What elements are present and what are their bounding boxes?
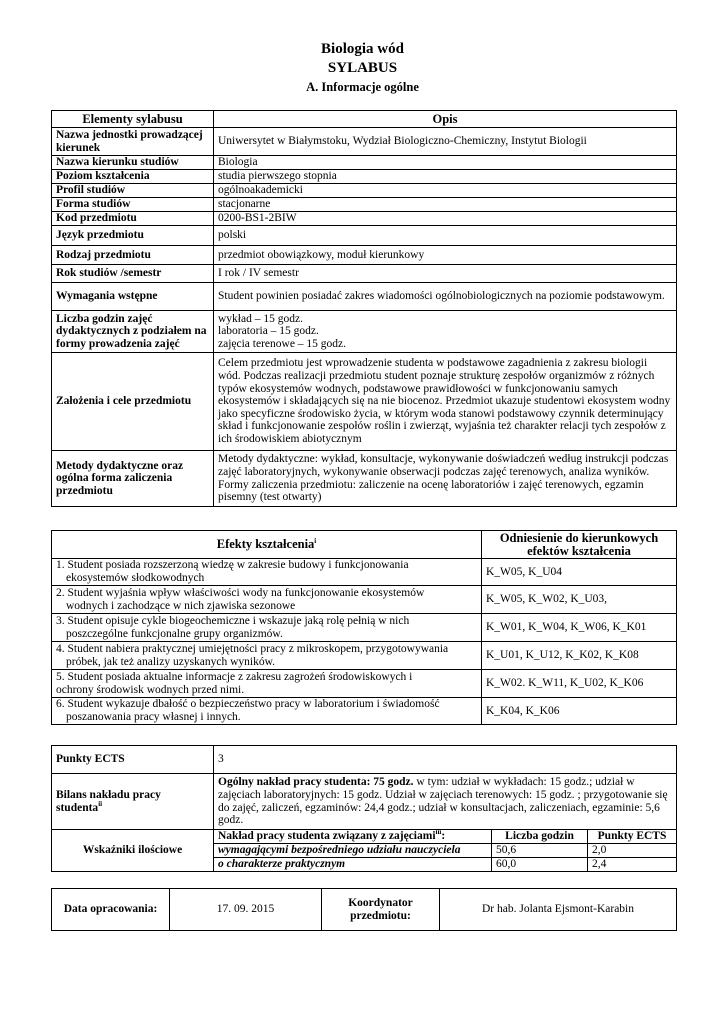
effects-table [51,530,677,725]
indicator-ects: 2,0 [588,844,677,858]
row-label: Nazwa jednostki prowadzącej kierunek [52,128,214,156]
effects-col-reference: Odniesienie do kierunkowych efektów kształcenia [482,531,677,559]
row-value: 0200-BS1-2BIW [214,212,677,226]
effects-col-label: Efekty kształcenia [216,537,315,552]
indicator-hours: 60,0 [492,858,588,872]
effect-line: 5. Student posiada aktualne informacje z zakresu zagrożeń środowiskowych i [56,670,413,683]
syllabus-row [52,353,677,451]
syllabus-row [52,246,677,265]
row-label: Poziom kształcenia [52,170,214,184]
effect-row [52,614,677,642]
effect-text [52,698,482,725]
effect-reference: K_W05, K_W02, K_U03, [482,586,677,614]
syllabus-row [52,451,677,507]
syllabus-row [52,184,677,198]
effect-line: 4. Student nabiera praktycznej umiejętności pracy z mikroskopem, przygotowywania [56,642,449,655]
ects-points-label: Punkty ECTS [52,746,214,774]
effect-reference: K_W01, K_W04, K_W06, K_K01 [482,614,677,642]
workload-balance-text [214,774,677,830]
balance-label-text: Bilans nakładu pracy studenta [56,788,161,814]
effect-row [52,642,677,670]
effect-line: wodnych i zachodzące w nich zjawiska sezonowe [66,599,296,612]
effect-text [52,559,482,586]
row-label: Rok studiów /semestr [52,265,214,283]
coordinator-label: Koordynator przedmiotu: [322,889,440,931]
row-label: Kod przedmiotu [52,212,214,226]
ects-header: Punkty ECTS [588,830,677,844]
row-value: ogólnoakademicki [214,184,677,198]
footer-table [51,888,677,931]
effect-text [52,614,482,642]
footnote-ref: ii [98,799,103,808]
syllabus-row [52,128,677,156]
workload-header-text: Nakład pracy studenta związany z zajęciami [218,830,436,843]
row-value: stacjonarne [214,198,677,212]
syllabus-row [52,212,677,226]
row-label: Profil studiów [52,184,214,198]
hours-header: Liczba godzin [492,830,588,844]
indicator-label: wymagającymi bezpośredniego udziału nauczyciela [214,844,492,858]
effect-line: ekosystemów słodkowodnych [66,572,205,584]
workload-balance-label [52,774,214,830]
effect-line: 3. Student opisuje cykle biogeochemiczne i wskazuje jaką rolę pełnią w nich [56,614,410,627]
effect-line: poszanowania pracy własnej i innych. [66,711,241,723]
indicator-hours: 50,6 [492,844,588,858]
effect-row [52,670,677,698]
row-label: Liczba godzin zajęć dydaktycznych z podziałem na formy prowadzenia zajęć [52,311,214,353]
row-label: Założenia i cele przedmiotu [52,353,214,451]
syllabus-row [52,170,677,184]
effect-text [52,642,482,670]
effect-line: próbek, jak też analizy uzyskanych wyników. [66,655,276,668]
indicators-label: Wskaźniki ilościowe [52,830,214,872]
row-value: Uniwersytet w Białymstoku, Wydział Biologiczno-Chemiczny, Instytut Biologii [214,128,677,156]
syllabus-row [52,311,677,353]
effect-line: 6. Student wykazuje dbałość o bezpieczeństwo pracy w laboratorium i świadomość [56,698,440,711]
effect-line: 1. Student posiada rozszerzoną wiedzę w zakresie budowy i funkcjonowania [56,559,409,572]
effect-text [52,670,482,698]
effect-row [52,559,677,586]
row-value: Metody dydaktyczne: wykład, konsultacje, wykonywanie doświadczeń według instrukcji podczas zajęć laboratoryjnych, wykonywanie obserwacji podczas zajęć terenowych, analiza wyników. Formy zaliczenia przedmiotu: zaliczenie na ocenę laboratoriów i zajęć terenowych, egzamin pisemny (test otwarty) [214,451,677,507]
row-label: Metody dydaktyczne oraz ogólna forma zaliczenia przedmiotu [52,451,214,507]
effect-row [52,698,677,725]
document-subtitle: SYLABUS [327,60,398,76]
hours-line: wykład – 15 godz. [218,312,303,325]
effect-text [52,586,482,614]
effect-line: ochrony środowisk wodnych przed nimi. [56,683,245,696]
row-label: Rodzaj przedmiotu [52,246,214,265]
effect-line: poszczególne funkcjonalne grupy organizmów. [66,627,283,640]
syllabus-row [52,156,677,170]
workload-header-colon: : [441,830,446,843]
ects-table [51,745,677,872]
workload-total: Ogólny nakład pracy studenta: 75 godz. [218,776,414,789]
syllabus-row [52,226,677,246]
syllabus-row [52,198,677,212]
workload-breakdown: w tym: udział w wykładach: 15 godz.; udział w zajęciach laboratoryjnych: 15 godz. Udział w zajęciach terenowych: 15 godz. ; przygotowanie się do zajęć, zaliczeń, egzaminów: 24,4 godz.; udział w konsultacjach, zaliczeniach, egzaminie: 5,6 godz. [218,776,668,827]
date-label: Data opracowania: [52,889,170,931]
indicator-label: o charakterze praktycznym [214,858,492,872]
row-value: Celem przedmiotu jest wprowadzenie studenta w podstawowe zagadnienia z zakresu biologii wód. Podczas realizacji przedmiotu student poznaje strukturę zespołów organizmów z różnych typów ekosystemów wodnych, podstawowe prawidłowości w funkcjonowaniu samych ekosystemów i składających się na nie biocenoz. Przedmiot ukazuje studentowi ekosystem wodny jako specyficzne środowisko życia, w którym woda stanowi podstawowy czynnik determinujący skład i funkcjonowanie zespołów roślin i zwierząt, wyjaśnia też charakter relacji tych zespołów z ich środowiskiem abiotycznym [214,353,677,451]
workload-header [214,830,492,844]
effect-row [52,586,677,614]
section-title: A. Informacje ogólne [306,80,419,94]
effect-reference: K_K04, K_K06 [482,698,677,725]
syllabus-col-elements: Elementy sylabusu [52,111,214,128]
hours-line: laboratoria – 15 godz. [218,325,319,338]
effect-reference: K_U01, K_U12, K_K02, K_K08 [482,642,677,670]
row-label: Wymagania wstępne [52,283,214,311]
row-label: Język przedmiotu [52,226,214,246]
row-value: polski [214,226,677,246]
row-label: Forma studiów [52,198,214,212]
coordinator-value: Dr hab. Jolanta Ejsmont-Karabin [440,889,677,931]
syllabus-row [52,283,677,311]
document-title: Biologia wód [321,41,404,57]
syllabus-col-description: Opis [214,111,677,128]
syllabus-row [52,265,677,283]
row-value: przedmiot obowiązkowy, moduł kierunkowy [214,246,677,265]
effects-col-header [52,531,482,559]
row-value [214,311,677,353]
row-value: Student powinien posiadać zakres wiadomości ogólnobiologicznych na poziomie podstawowym. [214,283,677,311]
indicator-ects: 2,4 [588,858,677,872]
effect-reference: K_W02. K_W11, K_U02, K_K06 [482,670,677,698]
effect-reference: K_W05, K_U04 [482,559,677,586]
footnote-ref: iii [435,828,442,837]
row-label: Nazwa kierunku studiów [52,156,214,170]
row-value: I rok / IV semestr [214,265,677,283]
row-value: Biologia [214,156,677,170]
date-value: 17. 09. 2015 [170,889,322,931]
effect-line: 2. Student wyjaśnia wpływ właściwości wody na funkcjonowanie ekosystemów [56,586,425,599]
footnote-ref: i [314,537,317,546]
ects-points-value: 3 [214,746,677,774]
hours-line: zajęcia terenowe – 15 godz. [218,337,347,350]
syllabus-table [51,110,677,507]
row-value: studia pierwszego stopnia [214,170,677,184]
